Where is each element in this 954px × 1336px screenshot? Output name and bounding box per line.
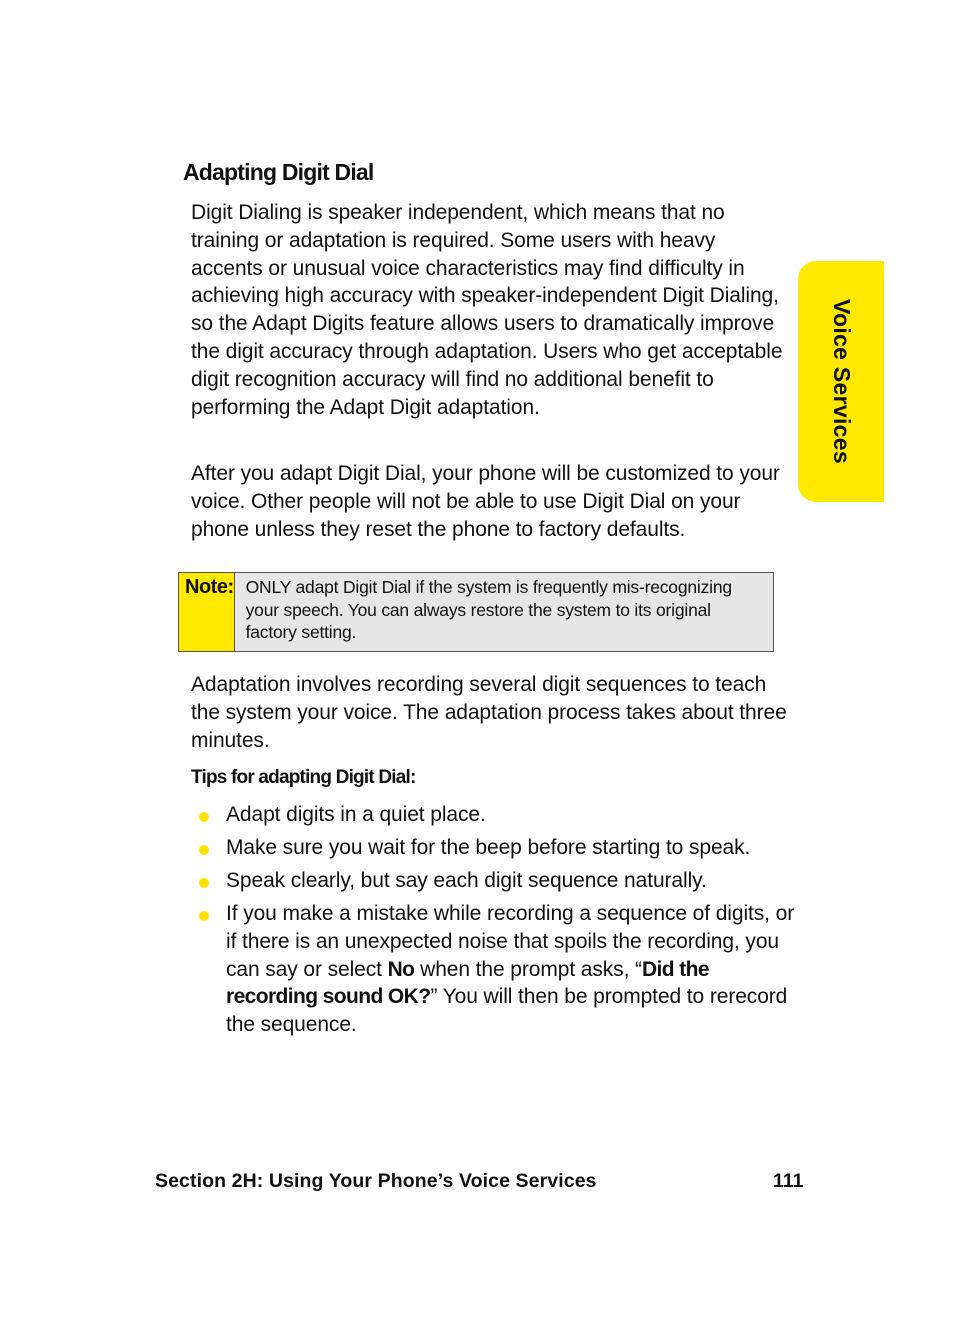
- list-item: [196, 867, 796, 895]
- prompt-text: Did the recording sound OK?: [226, 957, 709, 1009]
- list-item-text-part: ” You will then be prompted to rerecord the sequence.: [226, 985, 788, 1037]
- list-item-text-part: when the prompt asks, “: [414, 957, 642, 981]
- bullet-icon: [199, 812, 209, 822]
- option-no: No: [387, 957, 415, 981]
- list-item: [196, 900, 796, 1039]
- list-item-text: Speak clearly, but say each digit sequence naturally.: [226, 868, 707, 892]
- page-number: 111: [773, 1170, 804, 1192]
- note-label-cell: [179, 573, 235, 651]
- list-item-text: Adapt digits in a quiet place.: [226, 803, 486, 826]
- paragraph-adaptation-process: Adaptation involves recording several digit sequences to teach the system your voice. The adaptation process takes about three minutes.: [191, 673, 787, 752]
- list-item: [196, 801, 796, 829]
- note-text: ONLY adapt Digit Dial if the system is frequently mis-recognizing your speech. You can always restore the system to its original factory setting.: [245, 577, 732, 642]
- section-heading: Adapting Digit Dial: [183, 159, 374, 185]
- paragraph-customization: After you adapt Digit Dial, your phone will be customized to your voice. Other people will not be able to use Digit Dial on your phone unless they reset the phone to factory defaults.: [191, 462, 780, 541]
- note-label: Note:: [185, 576, 234, 598]
- list-item-text-part: If you make a mistake while recording a sequence of digits, or if there is an unexpected noise that spoils the recording, you can say or select: [226, 901, 795, 981]
- tips-list: [196, 801, 796, 1044]
- list-item: [196, 834, 796, 862]
- bullet-icon: [199, 845, 209, 855]
- paragraph-speaker-independent: Digit Dialing is speaker independent, which means that no training or adaptation is required. Some users with heavy accents or unusual voice characteristics may find difficulty in achieving high accuracy with speaker-independent Digit Dialing, so the Adapt Digits feature allows users to dramatically improve the digit accuracy through adaptation. Users who get acceptable digit recognition accuracy will find no additional benefit to performing the Adapt Digit adaptation.: [191, 201, 783, 419]
- note-box: [178, 572, 774, 652]
- footer-section-title: Section 2H: Using Your Phone’s Voice Services: [155, 1170, 597, 1192]
- side-tab: [798, 261, 884, 502]
- side-tab-label: Voice Services: [828, 299, 855, 464]
- list-item-text: Make sure you wait for the beep before starting to speak.: [226, 835, 751, 859]
- bullet-icon: [199, 878, 209, 888]
- tips-heading: Tips for adapting Digit Dial:: [191, 767, 416, 788]
- bullet-icon: [199, 911, 209, 921]
